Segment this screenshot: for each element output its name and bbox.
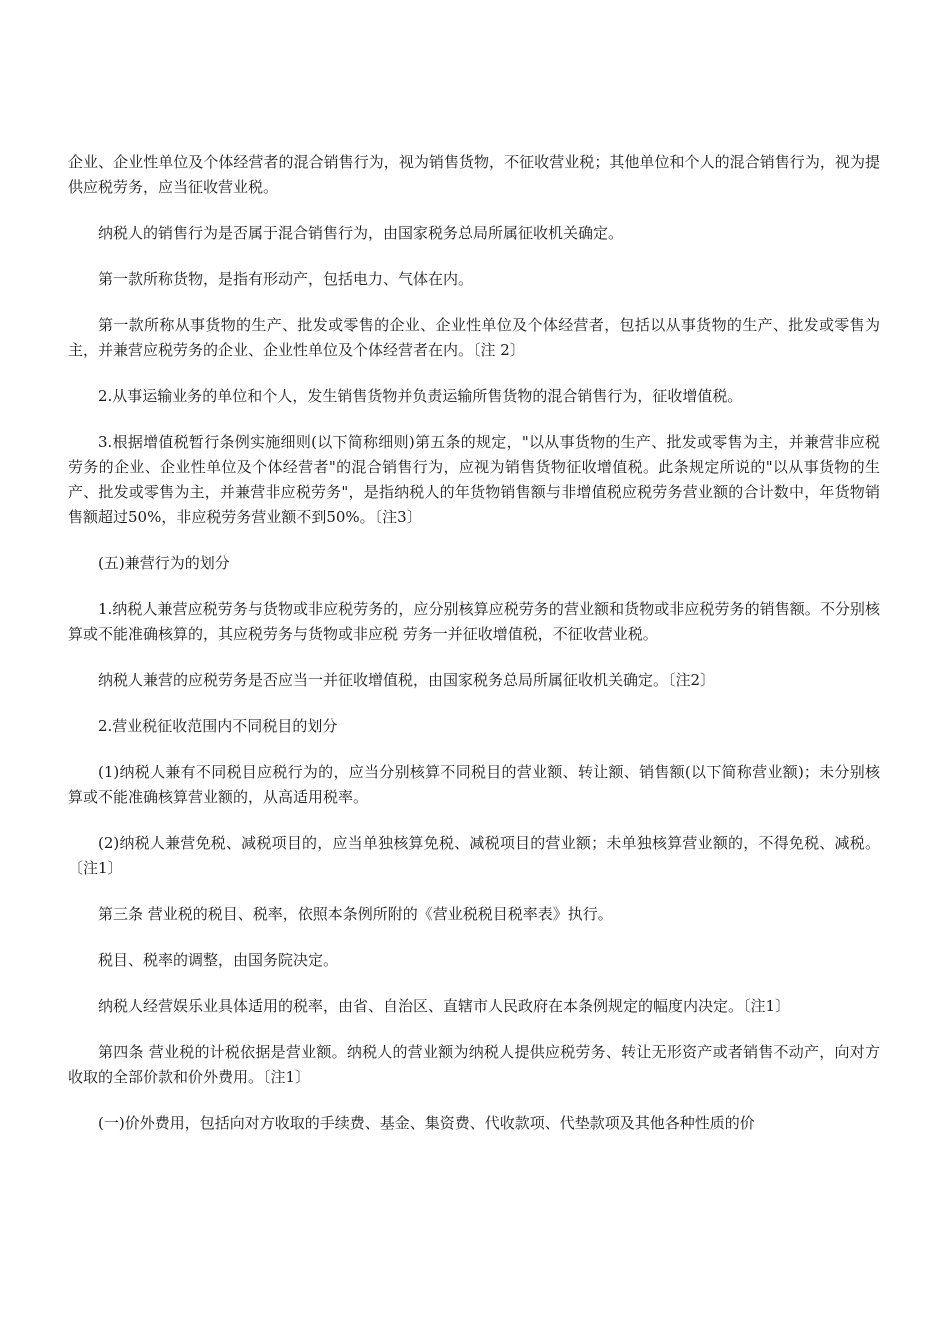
paragraph: (一)价外费用，包括向对方收取的手续费、基金、集资费、代收款项、代垫款项及其他各种性质的价 — [98, 1114, 755, 1132]
section-heading: (五)兼营行为的划分 — [98, 554, 230, 572]
paragraph: (1)纳税人兼有不同税目应税行为的，应当分别核算不同税目的营业额、转让额、销售额(以下简称营业额)；未分别核算或不能准确核算营业额的，从高适用税率。 — [68, 763, 880, 806]
article-paragraph: 第三条 营业税的税目、税率，依照本条例所附的《营业税税目税率表》执行。 — [98, 905, 613, 923]
paragraph: 1.纳税人兼营应税劳务与货物或非应税劳务的，应分别核算应税劳务的营业额和货物或非应税劳务的销售额。不分别核算或不能准确核算的，其应税劳务与货物或非应税 劳务一并征收增值税，不征收营业税。 — [68, 600, 880, 643]
paragraph: 税目、税率的调整，由国务院决定。 — [98, 951, 339, 969]
section-heading: 2.营业税征收范围内不同税目的划分 — [98, 717, 338, 735]
document-body — [68, 150, 880, 1157]
paragraph: 纳税人经营娱乐业具体适用的税率，由省、自治区、直辖市人民政府在本条例规定的幅度内决定。〔注1〕 — [98, 997, 791, 1015]
paragraph: 第一款所称货物，是指有形动产，包括电力、气体在内。 — [98, 270, 474, 288]
paragraph: 第一款所称从事货物的生产、批发或零售的企业、企业性单位及个体经营者，包括以从事货物的生产、批发或零售为主，并兼营应税劳务的企业、企业性单位及个体经营者在内。〔注 2〕 — [68, 316, 880, 359]
paragraph: 3.根据增值税暂行条例实施细则(以下简称细则)第五条的规定，"以从事货物的生产、批发或零售为主，并兼营非应税劳务的企业、企业性单位及个体经营者"的混合销售行为，应视为销售货物征收增值税。此条规定所说的"以从事货物的生产、批发或零售为主，并兼营非应税劳务"，是指纳税人的年货物销售额与非增值税应税劳务营业额的合计数中，年货物销售额超过50%，非应税劳务营业额不到50%。〔注3〕 — [68, 433, 880, 526]
paragraph: 纳税人兼营的应税劳务是否应当一并征收增值税，由国家税务总局所属征收机关确定。〔注2〕 — [98, 671, 716, 689]
paragraph: 企业、企业性单位及个体经营者的混合销售行为，视为销售货物，不征收营业税；其他单位和个人的混合销售行为，视为提供应税劳务，应当征收营业税。 — [68, 153, 880, 196]
paragraph: (2)纳税人兼营免税、减税项目的，应当单独核算免税、减税项目的营业额；未单独核算营业额的，不得免税、减税。〔注1〕 — [68, 834, 880, 877]
article-paragraph: 第四条 营业税的计税依据是营业额。纳税人的营业额为纳税人提供应税劳务、转让无形资产或者销售不动产，向对方收取的全部价款和价外费用。〔注1〕 — [68, 1043, 880, 1086]
paragraph: 2.从事运输业务的单位和个人，发生销售货物并负责运输所售货物的混合销售行为，征收增值税。 — [98, 387, 743, 405]
paragraph: 纳税人的销售行为是否属于混合销售行为，由国家税务总局所属征收机关确定。 — [98, 224, 624, 242]
